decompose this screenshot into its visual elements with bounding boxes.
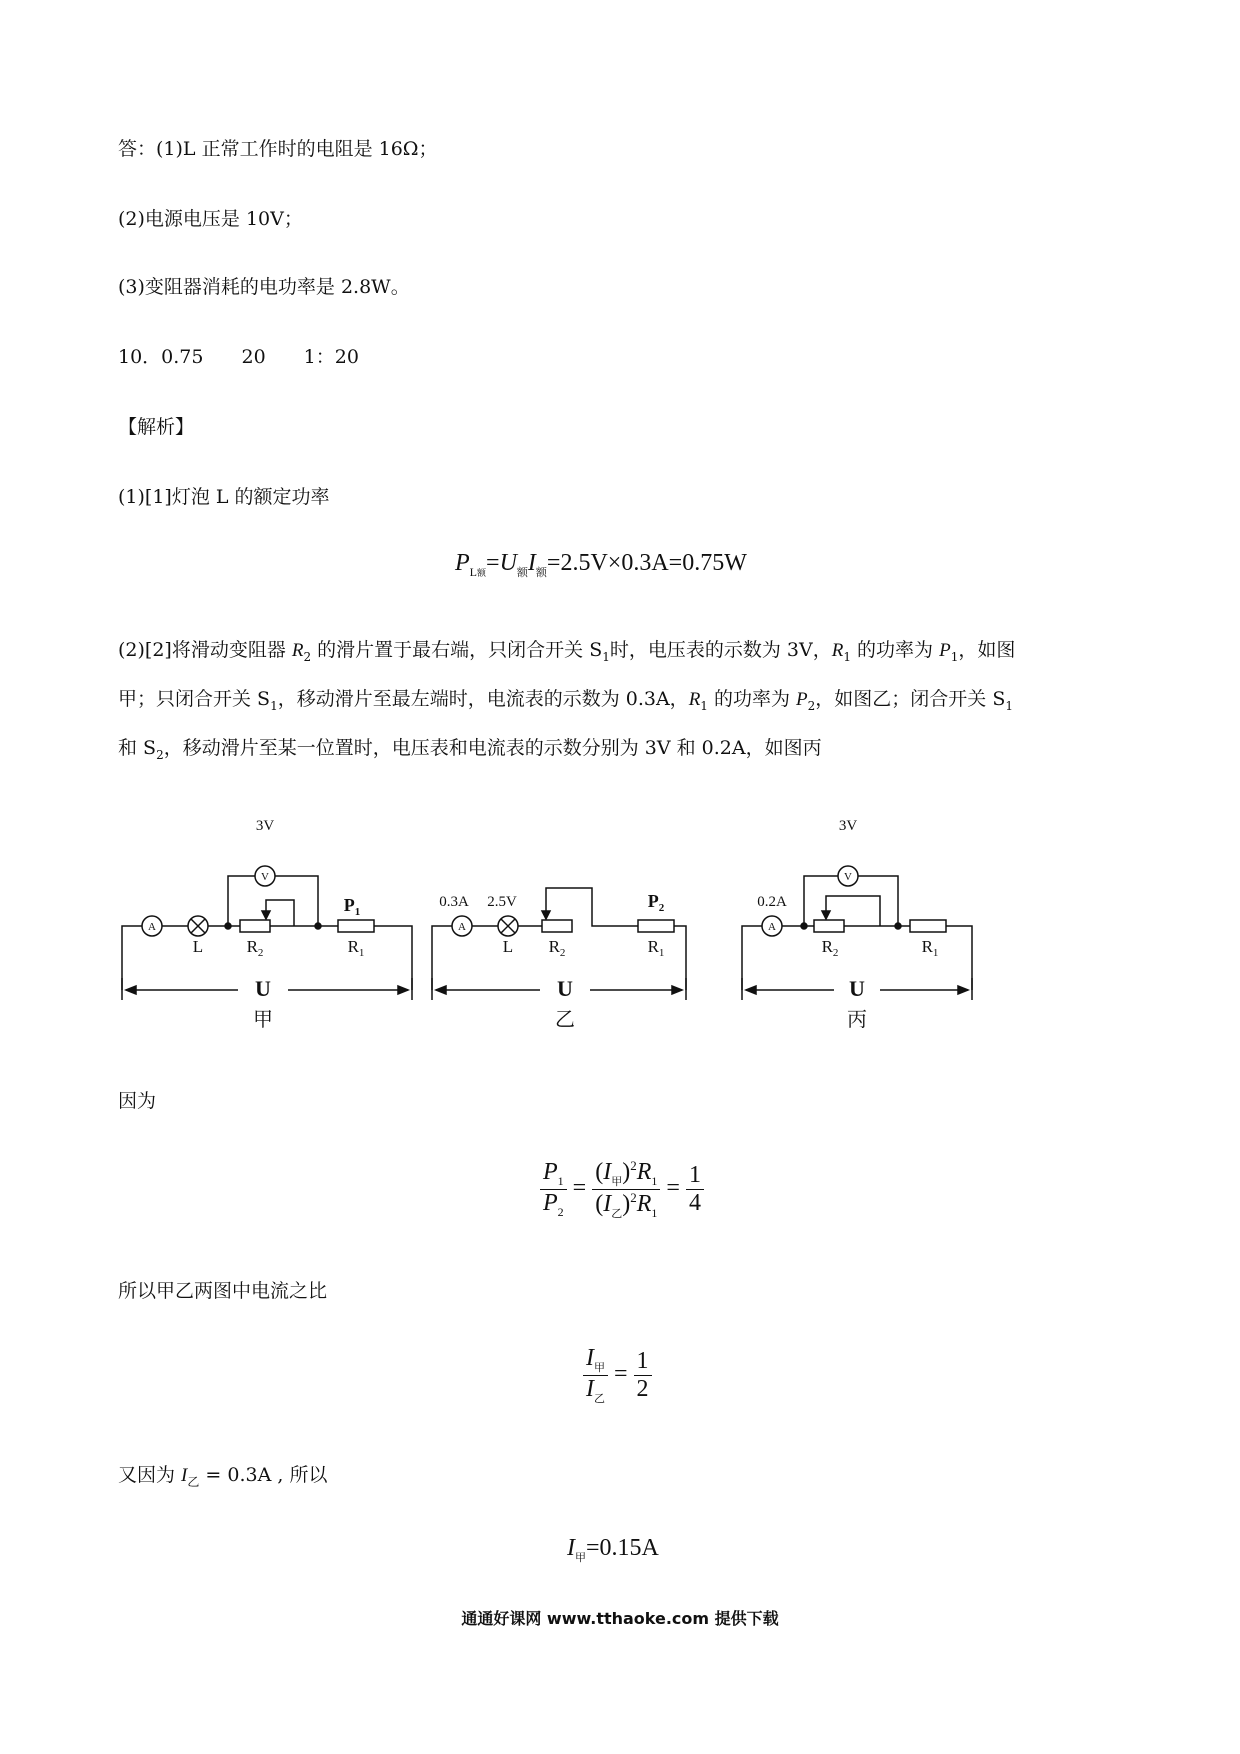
- answer-line-2: (2)电源电压是 10V；: [118, 208, 303, 230]
- part-2-line-3: 和 $S_2$，移动滑片至某一位置时，电压表和电流表的示数分别为 3V 和 0.2A，如图丙: [118, 737, 822, 762]
- so-ratio-text: 所以甲乙两图中电流之比: [118, 1280, 328, 1302]
- again-because-text: 又因为 $I_乙 = 0.3A$ , 所以: [118, 1464, 328, 1489]
- svg-text:乙: 乙: [555, 1007, 575, 1031]
- svg-text:A: A: [458, 921, 466, 933]
- svg-text:甲: 甲: [253, 1007, 273, 1031]
- svg-text:3V: 3V: [255, 818, 275, 834]
- svg-text:3V: 3V: [838, 818, 858, 834]
- svg-text:V: V: [261, 871, 269, 883]
- svg-text:R2: $R_2$: [246, 937, 264, 959]
- answer-line-3: (3)变阻器消耗的电功率是 2.8W。: [118, 276, 410, 298]
- answer-line-10: 10．0.75 20 1：20: [118, 346, 359, 368]
- svg-text:R1: $R_1$: [647, 937, 665, 959]
- svg-text:U: U: [557, 976, 573, 1001]
- part-2-line-2: 甲；只闭合开关 $S_1$，移动滑片至最左端时，电流表的示数为 0.3A，$R_1$ 的功率为 $P_2$，如图乙；闭合开关 $S_1$: [118, 688, 1013, 713]
- answer-line-1: 答：(1)L 正常工作时的电阻是 16Ω；: [118, 138, 438, 160]
- svg-text:L: L: [192, 937, 204, 956]
- footer-source: 通通好课网 www.tthaoke.com 提供下载: [461, 1609, 779, 1628]
- svg-text:A: A: [768, 921, 776, 933]
- svg-text:U: U: [255, 976, 271, 1001]
- svg-text:V: V: [844, 871, 852, 883]
- svg-text:0.3A: 0.3A: [439, 894, 469, 910]
- analysis-heading: 【解析】: [118, 416, 195, 438]
- circuit-bing: [742, 818, 972, 1031]
- because-text: 因为: [118, 1090, 157, 1112]
- svg-text:P2: $P_2$: [647, 891, 665, 914]
- equation-current-ratio: $\frac{I_甲}{I_乙}$ = $\frac{1}{2}$: [583, 1345, 652, 1406]
- part-1-text: (1)[1]灯泡 L 的额定功率: [118, 486, 330, 508]
- equation-power: $P_{L额}=U_额I_额=2.5V\times 0.3A=0.75W$: [455, 550, 747, 579]
- equation-power-ratio: $\frac{P_1}{P_2}$ = $\frac{(I_甲)^2R_1}{(I_乙)^2R_1}$ = $\frac{1}{4}$: [540, 1158, 704, 1221]
- svg-text:R1: $R_1$: [347, 937, 365, 959]
- svg-text:A: A: [148, 921, 156, 933]
- equation-current-jia: $I_甲=0.15A$: [567, 1535, 659, 1564]
- part-2-line-1: (2)[2]将滑动变阻器 $R_2$ 的滑片置于最右端，只闭合开关 $S_1$时，电压表的示数为 3V，$R_1$ 的功率为 $P_1$，如图: [118, 639, 1016, 664]
- svg-text:L: L: [502, 937, 514, 956]
- svg-text:R1: $R_1$: [921, 937, 939, 959]
- circuit-diagrams: [120, 790, 1000, 1035]
- circuit-yi: [432, 888, 686, 1031]
- svg-text:0.2A: 0.2A: [757, 894, 787, 910]
- svg-text:U: U: [849, 976, 865, 1001]
- svg-text:丙: 丙: [847, 1007, 867, 1031]
- svg-text:R2: $R_2$: [548, 937, 566, 959]
- svg-text:P1: $P_1$: [343, 895, 361, 918]
- svg-text:2.5V: 2.5V: [487, 894, 517, 910]
- circuit-jia: [122, 818, 412, 1031]
- svg-text:R2: $R_2$: [821, 937, 839, 959]
